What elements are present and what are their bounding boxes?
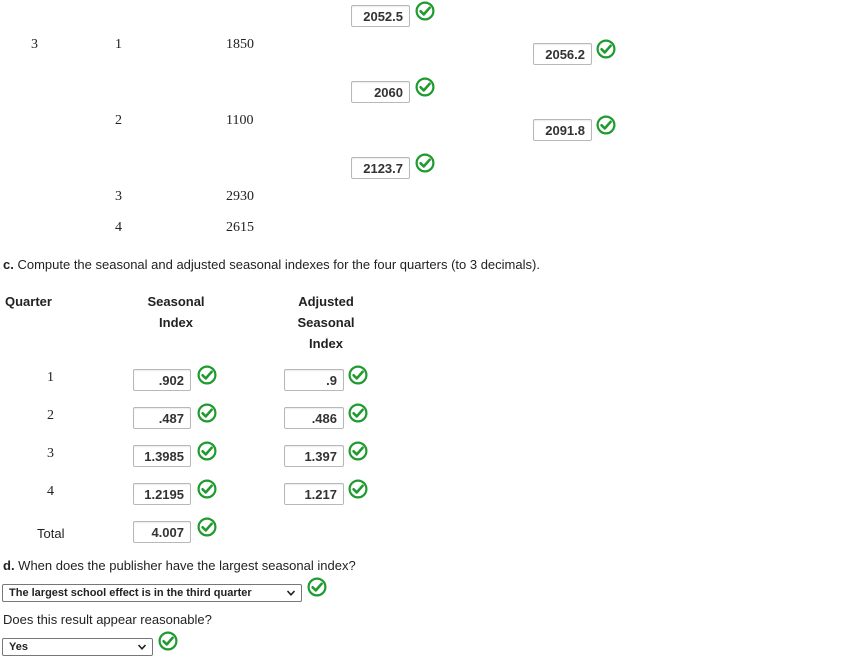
centered-moving-average-input[interactable]: 2091.8 — [533, 119, 592, 141]
select-value: The largest school effect is in the third quarter — [9, 587, 252, 599]
moving-average-input[interactable]: 2052.5 — [351, 5, 410, 27]
reasonable-select[interactable] — [2, 638, 153, 656]
part-d-label: d. — [3, 558, 15, 573]
year-label: 3 — [31, 37, 38, 52]
sales-cell: 1850 — [226, 37, 254, 52]
seasonal-index-input[interactable]: 1.3985 — [133, 445, 191, 467]
sales-cell: 1100 — [226, 113, 254, 128]
quarter-number: 2 — [47, 408, 54, 423]
seasonal-index-input[interactable]: .902 — [133, 369, 191, 391]
moving-average-input[interactable]: 2060 — [351, 81, 410, 103]
check-circle-icon — [415, 153, 435, 173]
adjusted-seasonal-index-input[interactable]: 1.217 — [284, 483, 344, 505]
part-d-prompt — [3, 558, 356, 573]
adjusted-seasonal-index-input[interactable]: .486 — [284, 407, 344, 429]
check-circle-icon — [197, 441, 217, 461]
header-line: Index — [309, 336, 343, 351]
part-c-prompt — [3, 257, 540, 272]
check-circle-icon — [197, 479, 217, 499]
centered-moving-average-input[interactable]: 2056.2 — [533, 43, 592, 65]
quarter-header: Quarter — [5, 294, 52, 309]
adjusted-seasonal-index-header — [286, 291, 366, 354]
reasonable-question: Does this result appear reasonable? — [3, 612, 212, 627]
quarter-number: 4 — [47, 484, 54, 499]
check-circle-icon — [348, 365, 368, 385]
chevron-down-icon — [137, 642, 147, 652]
seasonal-index-header — [136, 291, 216, 333]
quarter-number: 1 — [47, 370, 54, 385]
check-circle-icon — [348, 479, 368, 499]
check-circle-icon — [415, 77, 435, 97]
adjusted-seasonal-index-input[interactable]: .9 — [284, 369, 344, 391]
seasonal-index-input[interactable]: 1.2195 — [133, 483, 191, 505]
check-circle-icon — [596, 115, 616, 135]
largest-seasonal-index-select[interactable] — [2, 584, 302, 602]
check-circle-icon — [197, 403, 217, 423]
quarter-cell: 4 — [115, 220, 122, 235]
quarter-cell: 3 — [115, 189, 122, 204]
total-label: Total — [37, 526, 65, 541]
moving-average-input[interactable]: 2123.7 — [351, 157, 410, 179]
check-circle-icon — [415, 1, 435, 21]
check-circle-icon — [158, 631, 178, 651]
adjusted-seasonal-index-input[interactable]: 1.397 — [284, 445, 344, 467]
seasonal-index-input[interactable]: .487 — [133, 407, 191, 429]
part-c-text: Compute the seasonal and adjusted seasonal indexes for the four quarters (to 3 decimals). — [13, 257, 540, 272]
check-circle-icon — [197, 517, 217, 537]
quarter-cell: 1 — [115, 37, 122, 52]
check-circle-icon — [348, 441, 368, 461]
header-line: Seasonal — [297, 315, 355, 330]
total-seasonal-index-input[interactable]: 4.007 — [133, 521, 191, 543]
quarter-cell: 2 — [115, 113, 122, 128]
sales-cell: 2615 — [226, 220, 254, 235]
header-line: Index — [159, 315, 193, 330]
check-circle-icon — [197, 365, 217, 385]
header-line: Adjusted — [298, 294, 354, 309]
select-value: Yes — [9, 641, 28, 653]
check-circle-icon — [596, 39, 616, 59]
check-circle-icon — [348, 403, 368, 423]
part-c-label: c. — [3, 257, 14, 272]
part-d-text: When does the publisher have the largest seasonal index? — [14, 558, 356, 573]
check-circle-icon — [307, 577, 327, 597]
header-line: Seasonal — [147, 294, 205, 309]
sales-cell: 2930 — [226, 189, 254, 204]
quarter-number: 3 — [47, 446, 54, 461]
chevron-down-icon — [286, 588, 296, 598]
